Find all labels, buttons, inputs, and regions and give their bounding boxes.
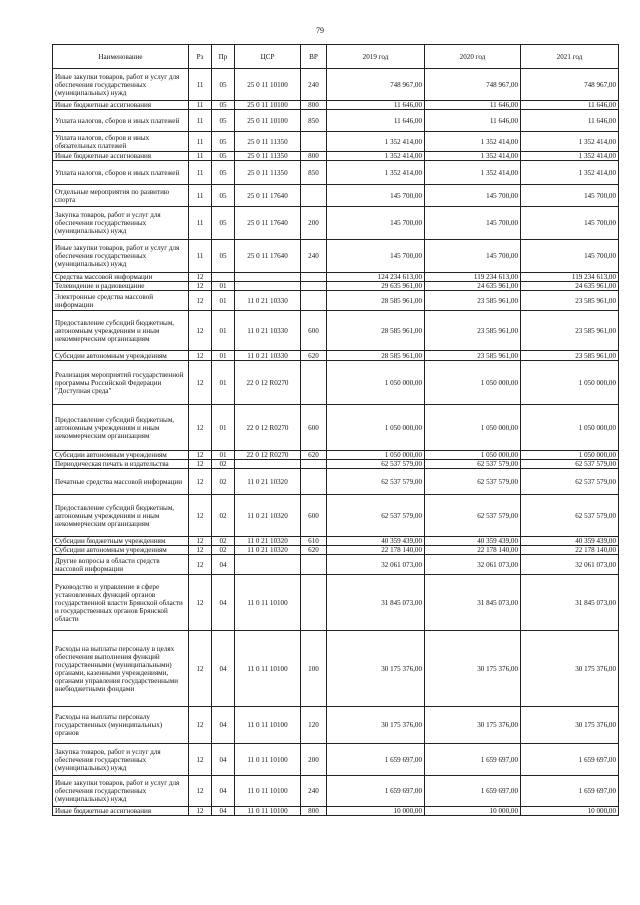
- cell-csr: 11 0 21 10320: [235, 469, 301, 495]
- cell-y2019: 124 234 613,00: [327, 273, 425, 282]
- cell-pr: 05: [212, 152, 235, 161]
- cell-y2020: 1 659 697,00: [425, 744, 521, 776]
- table-row: [53, 460, 619, 469]
- header-rz: Рз: [189, 45, 212, 69]
- cell-vr: 800: [301, 152, 327, 161]
- cell-y2020: 748 967,00: [425, 69, 521, 101]
- cell-rz: 12: [189, 776, 212, 807]
- cell-rz: 12: [189, 807, 212, 816]
- cell-name: Уплата налогов, сборов и иных платежей: [53, 110, 189, 132]
- table-row: [53, 707, 619, 744]
- cell-rz: 12: [189, 744, 212, 776]
- cell-y2021: 11 646,00: [521, 110, 619, 132]
- cell-y2021: 11 646,00: [521, 101, 619, 110]
- cell-y2019: 1 659 697,00: [327, 776, 425, 807]
- cell-csr: 25 0 11 10100: [235, 110, 301, 132]
- cell-name: Закупка товаров, работ и услуг для обеспечения государственных (муниципальных) нужд: [53, 207, 189, 240]
- cell-vr: [301, 282, 327, 291]
- header-pr: Пр: [212, 45, 235, 69]
- table-row: [53, 132, 619, 152]
- cell-vr: 240: [301, 776, 327, 807]
- cell-vr: 620: [301, 546, 327, 555]
- cell-name: Расходы на выплаты персоналу в целях обеспечения выполнения функций государственными (муниципальными) органами, казенными учреждениями, органами управления государственными внебюджетными фондами: [53, 631, 189, 707]
- cell-rz: 12: [189, 282, 212, 291]
- cell-vr: 240: [301, 240, 327, 273]
- cell-y2020: 1 050 000,00: [425, 361, 521, 405]
- table-row: [53, 207, 619, 240]
- cell-rz: 12: [189, 631, 212, 707]
- cell-y2019: 1 352 414,00: [327, 161, 425, 185]
- cell-y2020: 10 000,00: [425, 807, 521, 816]
- cell-y2021: 30 175 376,00: [521, 631, 619, 707]
- cell-csr: 25 0 11 17640: [235, 185, 301, 207]
- cell-csr: 25 0 11 17640: [235, 240, 301, 273]
- cell-vr: [301, 469, 327, 495]
- cell-name: Уплата налогов, сборов и иных платежей: [53, 161, 189, 185]
- cell-rz: 11: [189, 101, 212, 110]
- table-row: [53, 240, 619, 273]
- cell-name: Иные бюджетные ассигнования: [53, 152, 189, 161]
- cell-rz: 12: [189, 555, 212, 575]
- cell-y2020: 1 352 414,00: [425, 152, 521, 161]
- cell-vr: [301, 555, 327, 575]
- header-name: Наименование: [53, 45, 189, 69]
- cell-y2019: 11 646,00: [327, 101, 425, 110]
- cell-name: Средства массовой информации: [53, 273, 189, 282]
- cell-vr: [301, 460, 327, 469]
- cell-y2021: 24 635 961,00: [521, 282, 619, 291]
- cell-y2019: 1 659 697,00: [327, 744, 425, 776]
- cell-y2020: 1 659 697,00: [425, 776, 521, 807]
- cell-y2020: 145 700,00: [425, 207, 521, 240]
- table-body: [53, 69, 619, 816]
- cell-name: Периодическая печать и издательства: [53, 460, 189, 469]
- table-row: [53, 807, 619, 816]
- cell-rz: 12: [189, 546, 212, 555]
- table-row: [53, 311, 619, 351]
- cell-pr: 01: [212, 405, 235, 451]
- cell-name: Расходы на выплаты персоналу государственных (муниципальных) органов: [53, 707, 189, 744]
- cell-y2021: 145 700,00: [521, 185, 619, 207]
- cell-y2021: 145 700,00: [521, 207, 619, 240]
- cell-csr: 11 0 21 10330: [235, 311, 301, 351]
- cell-csr: 11 0 11 10100: [235, 631, 301, 707]
- cell-y2020: 1 050 000,00: [425, 451, 521, 460]
- cell-y2019: 30 175 376,00: [327, 707, 425, 744]
- cell-csr: [235, 273, 301, 282]
- cell-y2021: 23 585 961,00: [521, 311, 619, 351]
- header-vr: ВР: [301, 45, 327, 69]
- cell-name: Электронные средства массовой информации: [53, 291, 189, 311]
- cell-pr: 05: [212, 161, 235, 185]
- cell-y2019: 748 967,00: [327, 69, 425, 101]
- cell-y2021: 23 585 961,00: [521, 351, 619, 361]
- cell-vr: 610: [301, 537, 327, 546]
- cell-name: Печатные средства массовой информации: [53, 469, 189, 495]
- cell-y2021: 62 537 579,00: [521, 495, 619, 537]
- cell-name: Телевидение и радиовещание: [53, 282, 189, 291]
- cell-vr: [301, 273, 327, 282]
- cell-y2021: 22 178 140,00: [521, 546, 619, 555]
- cell-csr: [235, 282, 301, 291]
- cell-name: Предоставление субсидий бюджетным, автономным учреждениям и иным некоммерческим организациям: [53, 311, 189, 351]
- cell-name: Другие вопросы в области средств массовой информации: [53, 555, 189, 575]
- table-row: [53, 101, 619, 110]
- table-row: [53, 110, 619, 132]
- cell-rz: 12: [189, 575, 212, 631]
- cell-csr: 11 0 21 10320: [235, 537, 301, 546]
- cell-name: Отдельные мероприятия по развитию спорта: [53, 185, 189, 207]
- cell-vr: [301, 291, 327, 311]
- header-csr: ЦСР: [235, 45, 301, 69]
- cell-name: Иные закупки товаров, работ и услуг для обеспечения государственных (муниципальных) нужд: [53, 69, 189, 101]
- cell-vr: 620: [301, 451, 327, 460]
- cell-y2020: 62 537 579,00: [425, 495, 521, 537]
- cell-vr: 200: [301, 744, 327, 776]
- cell-csr: 25 0 11 11350: [235, 152, 301, 161]
- cell-y2020: 1 050 000,00: [425, 405, 521, 451]
- cell-y2021: 1 050 000,00: [521, 361, 619, 405]
- cell-pr: 04: [212, 776, 235, 807]
- cell-y2020: 1 352 414,00: [425, 161, 521, 185]
- cell-y2020: 145 700,00: [425, 185, 521, 207]
- cell-y2019: 10 000,00: [327, 807, 425, 816]
- header-y2020: 2020 год: [425, 45, 521, 69]
- cell-pr: 04: [212, 707, 235, 744]
- cell-y2019: 1 050 000,00: [327, 451, 425, 460]
- cell-csr: 22 0 12 R0270: [235, 451, 301, 460]
- cell-y2020: 30 175 376,00: [425, 631, 521, 707]
- header-y2019: 2019 год: [327, 45, 425, 69]
- cell-y2021: 1 352 414,00: [521, 132, 619, 152]
- cell-vr: 600: [301, 495, 327, 537]
- cell-y2019: 1 050 000,00: [327, 405, 425, 451]
- table-row: [53, 161, 619, 185]
- cell-rz: 11: [189, 110, 212, 132]
- cell-y2019: 28 585 961,00: [327, 311, 425, 351]
- cell-y2019: 1 352 414,00: [327, 132, 425, 152]
- cell-vr: 600: [301, 311, 327, 351]
- cell-csr: 22 0 12 R0270: [235, 405, 301, 451]
- cell-y2021: 30 175 376,00: [521, 707, 619, 744]
- cell-name: Субсидии автономным учреждениям: [53, 451, 189, 460]
- cell-pr: 02: [212, 537, 235, 546]
- table-row: [53, 537, 619, 546]
- cell-y2019: 11 646,00: [327, 110, 425, 132]
- cell-pr: 05: [212, 207, 235, 240]
- cell-y2020: 11 646,00: [425, 110, 521, 132]
- cell-rz: 12: [189, 451, 212, 460]
- cell-pr: 04: [212, 744, 235, 776]
- cell-y2021: 119 234 613,00: [521, 273, 619, 282]
- cell-rz: 12: [189, 311, 212, 351]
- cell-y2020: 24 635 961,00: [425, 282, 521, 291]
- cell-y2019: 62 537 579,00: [327, 495, 425, 537]
- cell-name: Иные бюджетные ассигнования: [53, 807, 189, 816]
- cell-rz: 12: [189, 495, 212, 537]
- cell-csr: 25 0 11 10100: [235, 69, 301, 101]
- table-row: [53, 776, 619, 807]
- cell-rz: 11: [189, 207, 212, 240]
- cell-y2021: 1 659 697,00: [521, 744, 619, 776]
- cell-y2019: 145 700,00: [327, 207, 425, 240]
- cell-y2019: 145 700,00: [327, 240, 425, 273]
- cell-pr: 02: [212, 460, 235, 469]
- cell-y2020: 23 585 961,00: [425, 311, 521, 351]
- table-row: [53, 273, 619, 282]
- cell-csr: [235, 460, 301, 469]
- cell-rz: 12: [189, 469, 212, 495]
- cell-csr: [235, 555, 301, 575]
- header-row: [53, 45, 619, 69]
- cell-y2020: 23 585 961,00: [425, 291, 521, 311]
- cell-pr: 04: [212, 555, 235, 575]
- cell-y2019: 28 585 961,00: [327, 291, 425, 311]
- cell-name: Иные закупки товаров, работ и услуг для обеспечения государственных (муниципальных) нужд: [53, 240, 189, 273]
- cell-y2021: 748 967,00: [521, 69, 619, 101]
- cell-vr: 800: [301, 101, 327, 110]
- cell-name: Субсидии автономным учреждениям: [53, 351, 189, 361]
- cell-pr: 01: [212, 451, 235, 460]
- table-row: [53, 451, 619, 460]
- cell-pr: 04: [212, 807, 235, 816]
- cell-name: Иные закупки товаров, работ и услуг для обеспечения государственных (муниципальных) нужд: [53, 776, 189, 807]
- cell-pr: 05: [212, 69, 235, 101]
- cell-y2021: 32 061 073,00: [521, 555, 619, 575]
- cell-vr: [301, 575, 327, 631]
- cell-rz: 11: [189, 152, 212, 161]
- cell-csr: 11 0 11 10100: [235, 707, 301, 744]
- cell-vr: 600: [301, 405, 327, 451]
- cell-rz: 12: [189, 707, 212, 744]
- cell-y2020: 22 178 140,00: [425, 546, 521, 555]
- cell-name: Закупка товаров, работ и услуг для обеспечения государственных (муниципальных) нужд: [53, 744, 189, 776]
- table-row: [53, 495, 619, 537]
- header-y2021: 2021 год: [521, 45, 619, 69]
- cell-name: Субсидии автономным учреждениям: [53, 546, 189, 555]
- cell-y2021: 1 352 414,00: [521, 161, 619, 185]
- cell-pr: 04: [212, 575, 235, 631]
- cell-pr: 02: [212, 469, 235, 495]
- cell-csr: 25 0 11 17640: [235, 207, 301, 240]
- cell-csr: 11 0 11 10100: [235, 575, 301, 631]
- cell-y2020: 119 234 613,00: [425, 273, 521, 282]
- table-row: [53, 152, 619, 161]
- table-row: [53, 351, 619, 361]
- cell-vr: 850: [301, 161, 327, 185]
- cell-y2019: 145 700,00: [327, 185, 425, 207]
- cell-csr: 22 0 12 R0270: [235, 361, 301, 405]
- cell-pr: 05: [212, 101, 235, 110]
- cell-y2021: 1 050 000,00: [521, 451, 619, 460]
- cell-y2019: 30 175 376,00: [327, 631, 425, 707]
- cell-y2021: 31 845 073,00: [521, 575, 619, 631]
- table-row: [53, 744, 619, 776]
- cell-csr: 11 0 21 10330: [235, 291, 301, 311]
- cell-rz: 12: [189, 361, 212, 405]
- table-row: [53, 631, 619, 707]
- cell-name: Уплата налогов, сборов и иных обязательных платежей: [53, 132, 189, 152]
- cell-rz: 12: [189, 405, 212, 451]
- cell-y2021: 10 000,00: [521, 807, 619, 816]
- cell-pr: 02: [212, 546, 235, 555]
- cell-y2019: 32 061 073,00: [327, 555, 425, 575]
- table-row: [53, 69, 619, 101]
- cell-pr: 04: [212, 631, 235, 707]
- cell-y2021: 145 700,00: [521, 240, 619, 273]
- cell-y2020: 11 646,00: [425, 101, 521, 110]
- table-row: [53, 282, 619, 291]
- table-row: [53, 575, 619, 631]
- cell-csr: 11 0 11 10100: [235, 744, 301, 776]
- cell-csr: 11 0 21 10330: [235, 351, 301, 361]
- cell-rz: 12: [189, 351, 212, 361]
- cell-rz: 12: [189, 460, 212, 469]
- cell-y2020: 40 359 439,00: [425, 537, 521, 546]
- cell-y2020: 1 352 414,00: [425, 132, 521, 152]
- cell-vr: 120: [301, 707, 327, 744]
- cell-pr: 05: [212, 110, 235, 132]
- cell-vr: [301, 132, 327, 152]
- cell-pr: [212, 273, 235, 282]
- cell-rz: 11: [189, 240, 212, 273]
- cell-y2021: 62 537 579,00: [521, 469, 619, 495]
- page-number: 79: [316, 26, 324, 35]
- cell-y2020: 31 845 073,00: [425, 575, 521, 631]
- cell-y2019: 28 585 961,00: [327, 351, 425, 361]
- table-row: [53, 291, 619, 311]
- cell-name: Реализация мероприятий государственной программы Российской Федерации "Доступная среда": [53, 361, 189, 405]
- cell-vr: 200: [301, 207, 327, 240]
- cell-vr: 850: [301, 110, 327, 132]
- cell-y2019: 31 845 073,00: [327, 575, 425, 631]
- cell-pr: 02: [212, 495, 235, 537]
- table-header: [53, 45, 619, 69]
- cell-y2019: 1 352 414,00: [327, 152, 425, 161]
- cell-y2019: 62 537 579,00: [327, 469, 425, 495]
- cell-csr: 11 0 21 10320: [235, 495, 301, 537]
- table-row: [53, 185, 619, 207]
- cell-name: Иные бюджетные ассигнования: [53, 101, 189, 110]
- cell-rz: 11: [189, 161, 212, 185]
- cell-name: Предоставление субсидий бюджетным, автономным учреждениям и иным некоммерческим организациям: [53, 495, 189, 537]
- cell-vr: 100: [301, 631, 327, 707]
- cell-y2021: 1 050 000,00: [521, 405, 619, 451]
- cell-y2021: 23 585 961,00: [521, 291, 619, 311]
- cell-pr: 01: [212, 361, 235, 405]
- cell-y2021: 1 659 697,00: [521, 776, 619, 807]
- cell-pr: 01: [212, 311, 235, 351]
- budget-table: [52, 44, 619, 816]
- cell-rz: 12: [189, 537, 212, 546]
- table-row: [53, 555, 619, 575]
- cell-rz: 12: [189, 291, 212, 311]
- cell-rz: 11: [189, 185, 212, 207]
- table-row: [53, 405, 619, 451]
- cell-name: Руководство и управление в сфере установленных функций органов государственной власти Брянской области и государственных органов Брянской области: [53, 575, 189, 631]
- cell-pr: 01: [212, 282, 235, 291]
- cell-pr: 05: [212, 132, 235, 152]
- cell-y2020: 145 700,00: [425, 240, 521, 273]
- cell-y2021: 40 359 439,00: [521, 537, 619, 546]
- table-row: [53, 546, 619, 555]
- cell-y2020: 62 537 579,00: [425, 460, 521, 469]
- cell-y2019: 22 178 140,00: [327, 546, 425, 555]
- cell-rz: 12: [189, 273, 212, 282]
- cell-pr: 01: [212, 351, 235, 361]
- cell-csr: 11 0 11 10100: [235, 807, 301, 816]
- cell-name: Предоставление субсидий бюджетным, автономным учреждениям и иным некоммерческим организациям: [53, 405, 189, 451]
- cell-y2020: 32 061 073,00: [425, 555, 521, 575]
- cell-vr: [301, 361, 327, 405]
- cell-name: Субсидии бюджетным учреждениям: [53, 537, 189, 546]
- cell-y2019: 29 635 961,00: [327, 282, 425, 291]
- cell-rz: 11: [189, 69, 212, 101]
- cell-pr: 05: [212, 185, 235, 207]
- cell-y2021: 1 352 414,00: [521, 152, 619, 161]
- cell-csr: 25 0 11 10100: [235, 101, 301, 110]
- cell-vr: 240: [301, 69, 327, 101]
- cell-y2019: 62 537 579,00: [327, 460, 425, 469]
- cell-y2019: 1 050 000,00: [327, 361, 425, 405]
- cell-y2020: 62 537 579,00: [425, 469, 521, 495]
- cell-y2020: 23 585 961,00: [425, 351, 521, 361]
- cell-pr: 01: [212, 291, 235, 311]
- cell-y2019: 40 359 439,00: [327, 537, 425, 546]
- cell-vr: 620: [301, 351, 327, 361]
- cell-csr: 11 0 21 10320: [235, 546, 301, 555]
- cell-pr: 05: [212, 240, 235, 273]
- cell-y2020: 30 175 376,00: [425, 707, 521, 744]
- table-row: [53, 361, 619, 405]
- cell-rz: 11: [189, 132, 212, 152]
- cell-csr: 25 0 11 11350: [235, 132, 301, 152]
- cell-y2021: 62 537 579,00: [521, 460, 619, 469]
- cell-csr: 25 0 11 11350: [235, 161, 301, 185]
- cell-vr: [301, 185, 327, 207]
- cell-csr: 11 0 11 10100: [235, 776, 301, 807]
- cell-vr: 800: [301, 807, 327, 816]
- table-row: [53, 469, 619, 495]
